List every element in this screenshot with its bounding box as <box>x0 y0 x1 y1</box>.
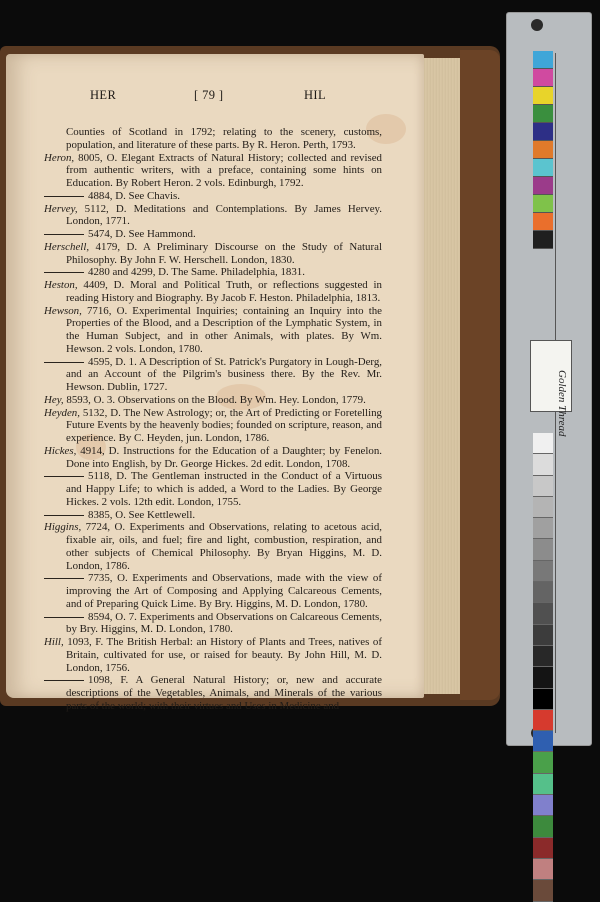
ditto-rule <box>44 578 84 579</box>
gray-patch <box>533 476 553 497</box>
color-patch <box>533 731 553 752</box>
gray-patch <box>533 667 553 688</box>
entry <box>44 126 382 152</box>
entry-text: 4280 and 4299, D. The Same. Philadelphia, 1831. <box>88 266 305 279</box>
gray-scale <box>533 433 553 902</box>
color-patch <box>533 774 553 795</box>
header-right: HIL <box>303 88 326 102</box>
color-patch <box>533 752 553 773</box>
entry <box>44 305 382 356</box>
entry-text: 7716, O. Experimental Inquiries; containing an Inquiry into the Properties of the Blood, and a Description of the Lymphatic System, in the Human Subject, and in other Animals, with plates. By Wm. Hewson. 2 vols. London, 1780. <box>66 304 382 355</box>
entry-text: 5118, D. The Gentleman instructed in the Conduct of a Virtuous and Happy Life; to which is added, a Word to the Ladies. By George Hickes. 2 vols. 12th edit. London, 1755. <box>66 470 382 508</box>
entry-text: 5474, D. See Hammond. <box>88 228 196 240</box>
entry <box>44 572 382 610</box>
entry <box>44 190 382 203</box>
ditto-rule <box>44 515 84 516</box>
entry-headword: Hervey, <box>44 202 78 215</box>
entry <box>44 356 382 394</box>
page-edges <box>424 58 460 694</box>
gray-patch <box>533 539 553 560</box>
ditto-rule <box>44 362 84 363</box>
color-swatch <box>533 105 553 123</box>
entry-headword: Herschell, <box>44 240 90 253</box>
entry-text: 7724, O. Experiments and Observations, relating to acetous acid, fixable air, oils, and fuel; fire and light, combustion, respiration, and other subjects of Chemical Philosophy. By Bryan Higgins, M. D. London, 1786. <box>66 521 382 572</box>
book-cover <box>460 50 500 700</box>
ditto-rule <box>44 680 84 681</box>
golden-thread-label: Golden Thread <box>556 370 568 437</box>
entry <box>44 611 382 637</box>
color-swatches <box>533 51 553 249</box>
gray-patch <box>533 518 553 539</box>
entry-text: 4179, D. A Preliminary Discourse on the Study of Natural Philosophy. By John F. W. Herschell. London, 1830. <box>66 240 382 266</box>
entry <box>44 470 382 508</box>
gray-patch <box>533 582 553 603</box>
entry-headword: Hey, <box>44 393 64 406</box>
entry-text: 4409, D. Moral and Political Truth, or reflections suggested in reading History and Biography. By Jacob F. Heston. Philadelphia, 1813. <box>66 279 382 304</box>
gray-patch <box>533 689 553 710</box>
gray-patch <box>533 561 553 582</box>
gray-patch <box>533 497 553 518</box>
color-patch <box>533 880 553 901</box>
entry <box>44 228 382 241</box>
book <box>0 46 500 712</box>
entry-text: 4914, D. Instructions for the Education of a Daughter; by Fenelon. Done into English, by Dr. George Hickes. 2d edit. London, 1708. <box>66 444 382 470</box>
color-patch <box>533 859 553 880</box>
entry <box>44 674 382 712</box>
entry-text: 4595, D. 1. A Description of St. Patrick's Purgatory in Lough-Derg, and an Account of the Pilgrim's business there. By the Rev. Mr. Hewson. Dublin, 1727. <box>66 355 382 393</box>
color-swatch <box>533 159 553 177</box>
entry-headword: Hewson, <box>44 304 82 317</box>
color-swatch <box>533 195 553 213</box>
ditto-rule <box>44 234 84 235</box>
color-swatch <box>533 177 553 195</box>
entry-headword: Hickes, <box>44 444 77 457</box>
entry-text: 5132, D. The New Astrology; or, the Art of Predicting or Foretelling Future Events by the heavenly bodies; founded on scripture, reason, and experience. By C. Heyden, jun. London, 1786. <box>66 406 382 444</box>
entry-text: 5112, D. Meditations and Contemplations. By James Hervey. London, 1771. <box>66 202 382 228</box>
color-swatch <box>533 51 553 69</box>
page-number: [ 79 ] <box>194 88 224 102</box>
card-hole <box>531 19 543 31</box>
entry-text: 1093, F. The British Herbal: an History of Plants and Trees, natives of Britain, cultivated for use, or raised for beauty. By John Hill, M. D. London, 1756. <box>63 636 382 674</box>
entry <box>44 203 382 229</box>
gray-patch <box>533 454 553 475</box>
entry-text: 8005, O. Elegant Extracts of Natural History; collected and revised from authentic writers, with a preface, containing some hints on Education. By Robert Heron. 2 vols. Edinburgh, 1792. <box>66 151 382 189</box>
ditto-rule <box>44 196 84 197</box>
entry <box>44 407 382 445</box>
ditto-rule <box>44 272 84 273</box>
entry <box>44 394 382 407</box>
entry-text: Counties of Scotland in 1792; relating to the scenery, customs, population, and literature of these parts. By R. Heron. Perth, 1793. <box>66 126 382 151</box>
entry-text: 8593, O. 3. Observations on the Blood. By Wm. Hey. London, 1779. <box>63 393 366 406</box>
book-page <box>6 54 424 712</box>
page-body <box>44 126 382 713</box>
entry-text: 7735, O. Experiments and Observations, made with the view of improving the Art of Composing and Applying Calcareous Cements, and of Preparing Quick Lime. By Bry. Higgins, M. D. London, 1780. <box>66 572 382 610</box>
entry-headword: Heyden, <box>44 406 80 419</box>
color-swatch <box>533 69 553 87</box>
entry-headword: Heston, <box>44 279 78 291</box>
entry <box>44 241 382 267</box>
color-swatch <box>533 231 553 249</box>
ditto-rule <box>44 617 84 618</box>
ditto-rule <box>44 476 84 477</box>
entry <box>44 266 382 279</box>
entry-headword: Hill, <box>44 636 64 648</box>
color-patch <box>533 838 553 859</box>
entry-text: 8594, O. 7. Experiments and Observations on Calcareous Cements, by Bry. Higgins, M. D. London, 1780. <box>66 610 382 636</box>
header-left: HER <box>90 88 117 102</box>
entry <box>44 445 382 471</box>
entry <box>44 521 382 572</box>
color-swatch <box>533 141 553 159</box>
entry-headword: Higgins, <box>44 521 82 534</box>
color-patch <box>533 816 553 837</box>
entry-text: 8385, O. See Kettlewell. <box>88 508 196 521</box>
color-swatch <box>533 213 553 231</box>
gray-patch <box>533 603 553 624</box>
color-patch <box>533 795 553 816</box>
entry <box>44 279 382 305</box>
gray-patch <box>533 433 553 454</box>
color-patch <box>533 710 553 731</box>
entry <box>44 636 382 674</box>
gray-patch <box>533 646 553 667</box>
entry <box>44 509 382 522</box>
color-swatch <box>533 123 553 141</box>
entry-text: 1098, F. A General Natural History; or, new and accurate descriptions of the Vegetables, Animals, and Minerals of the various parts of the world; with their virtues and Uses in Medicine and <box>66 674 382 712</box>
entry-headword: Heron, <box>44 151 75 164</box>
entry-text: 4884, D. See Chavis. <box>88 189 180 202</box>
entry <box>44 152 382 190</box>
gray-patch <box>533 625 553 646</box>
color-swatch <box>533 87 553 105</box>
